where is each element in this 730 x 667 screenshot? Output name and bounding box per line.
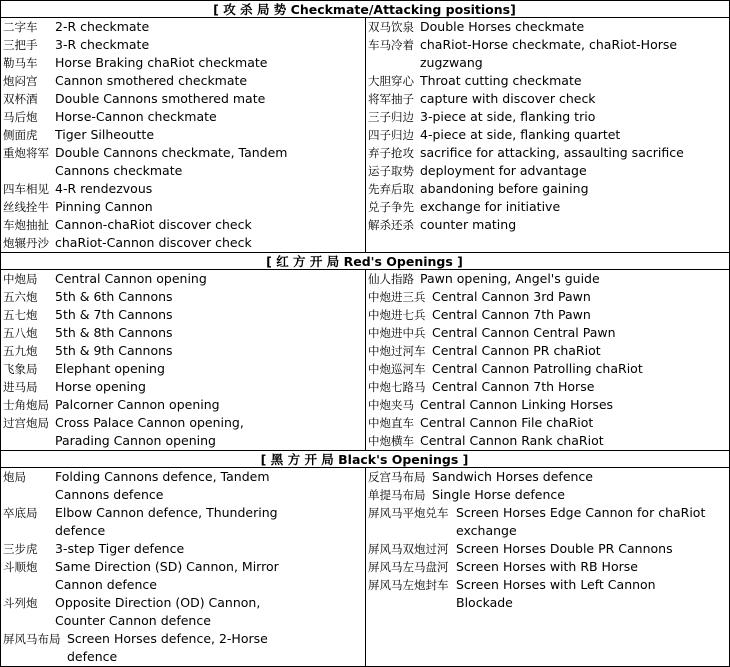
- list-item: [368, 432, 728, 450]
- term-english: Double Cannons smothered mate: [55, 91, 266, 106]
- term-chinese: 中炮进三兵: [368, 290, 426, 304]
- list-item: [368, 198, 728, 216]
- list-item: [368, 180, 728, 198]
- list-item: [3, 540, 363, 558]
- term-english: counter mating: [420, 217, 517, 232]
- term-chinese: 屏风马双炮过河: [368, 542, 449, 556]
- term-chinese: 丝线拴牛: [3, 200, 49, 214]
- list-item: [3, 414, 363, 432]
- term-chinese: 炮闷宫: [3, 74, 38, 88]
- term-chinese: 侧面虎: [3, 128, 38, 142]
- list-item: [3, 234, 363, 252]
- term-chinese: 士角炮局: [3, 398, 49, 412]
- column-divider: [365, 270, 366, 450]
- term-chinese: 勒马车: [3, 56, 38, 70]
- term-english: Central Cannon opening: [55, 271, 207, 286]
- term-english: Central Cannon Linking Horses: [420, 397, 614, 412]
- term-english: Screen Horses Edge Cannon for chaRiot: [456, 505, 706, 520]
- list-item: [368, 540, 728, 558]
- term-english: 4-R rendezvous: [55, 181, 153, 196]
- term-english: Horse Braking chaRiot checkmate: [55, 55, 268, 70]
- term-english: exchange for initiative: [420, 199, 561, 214]
- term-chinese: 中炮局: [3, 272, 38, 286]
- term-chinese: 运子取势: [368, 164, 414, 178]
- list-item: [368, 270, 728, 288]
- term-english: 3-piece at side, flanking trio: [420, 109, 596, 124]
- term-chinese: 中炮横车: [368, 434, 414, 448]
- attacking-header: [ 攻 杀 局 势 Checkmate/Attacking positions]: [213, 2, 516, 17]
- list-item: [368, 72, 728, 90]
- term-english: 3-R checkmate: [55, 37, 150, 52]
- list-item: [368, 504, 728, 522]
- list-item: [3, 378, 363, 396]
- list-item: [3, 108, 363, 126]
- term-english: Opposite Direction (OD) Cannon,: [55, 595, 261, 610]
- term-english: Same Direction (SD) Cannon, Mirror: [55, 559, 279, 574]
- term-english: capture with discover check: [420, 91, 596, 106]
- term-english: exchange: [456, 523, 517, 538]
- term-chinese: 炮辗丹沙: [3, 236, 49, 250]
- list-item: [3, 468, 363, 486]
- term-chinese: 五六炮: [3, 290, 38, 304]
- list-item: [3, 198, 363, 216]
- term-chinese: 三把手: [3, 38, 38, 52]
- term-english: Cannons checkmate: [55, 163, 183, 178]
- term-english: Central Cannon File chaRiot: [420, 415, 594, 430]
- term-chinese: 屏风马左炮封车: [368, 578, 449, 592]
- list-item: [3, 558, 363, 576]
- term-english: 3-step Tiger defence: [55, 541, 185, 556]
- term-english: Screen Horses with Left Cannon: [456, 577, 656, 592]
- term-english: Tiger Silheoutte: [55, 127, 155, 142]
- list-item: [368, 162, 728, 180]
- term-chinese: 马后炮: [3, 110, 38, 124]
- term-chinese: 过宫炮局: [3, 416, 49, 430]
- list-item: [368, 486, 728, 504]
- term-chinese: 双马饮泉: [368, 20, 414, 34]
- term-chinese: 仙人指路: [368, 272, 414, 286]
- term-english: Horse opening: [55, 379, 146, 394]
- list-item: [368, 144, 728, 162]
- term-english: Palcorner Cannon opening: [55, 397, 220, 412]
- term-english: Double Horses checkmate: [420, 19, 585, 34]
- list-item: [3, 288, 363, 306]
- list-item: [3, 486, 363, 504]
- list-item: [3, 396, 363, 414]
- term-chinese: 卒底局: [3, 506, 38, 520]
- term-chinese: 中炮七路马: [368, 380, 426, 394]
- list-item: [368, 288, 728, 306]
- term-english: Central Cannon 7th Horse: [432, 379, 595, 394]
- term-english: Elephant opening: [55, 361, 165, 376]
- list-item: [3, 324, 363, 342]
- term-chinese: 中炮进七兵: [368, 308, 426, 322]
- term-english: Parading Cannon opening: [55, 433, 216, 448]
- list-item: [368, 306, 728, 324]
- term-chinese: 车炮抽扯: [3, 218, 49, 232]
- term-chinese: 屏风马左马盘河: [368, 560, 449, 574]
- term-chinese: 中炮过河车: [368, 344, 426, 358]
- list-item: [3, 180, 363, 198]
- list-item: [3, 18, 363, 36]
- list-item: [368, 216, 728, 234]
- term-english: Screen Horses with RB Horse: [456, 559, 638, 574]
- list-item: [368, 576, 728, 594]
- term-english: Cannons defence: [55, 487, 164, 502]
- list-item: [3, 522, 363, 540]
- term-english: Cannon defence: [55, 577, 157, 592]
- term-chinese: 中炮巡河车: [368, 362, 426, 376]
- term-chinese: 解杀还杀: [368, 218, 414, 232]
- list-item: [368, 558, 728, 576]
- term-english: deployment for advantage: [420, 163, 587, 178]
- list-item: [3, 36, 363, 54]
- list-item: [368, 468, 728, 486]
- term-english: chaRiot-Horse checkmate, chaRiot-Horse: [420, 37, 678, 52]
- term-english: abandoning before gaining: [420, 181, 589, 196]
- list-item: [3, 432, 363, 450]
- term-chinese: 飞象局: [3, 362, 38, 376]
- left-border: [0, 0, 1, 666]
- term-chinese: 五八炮: [3, 326, 38, 340]
- term-chinese: 重炮将军: [3, 146, 49, 160]
- list-item: [3, 504, 363, 522]
- list-item: [3, 162, 363, 180]
- list-item: [368, 126, 728, 144]
- term-chinese: 兑子争先: [368, 200, 414, 214]
- term-chinese: 四子归边: [368, 128, 414, 142]
- term-english: Folding Cannons defence, Tandem: [55, 469, 270, 484]
- term-chinese: 三子归边: [368, 110, 414, 124]
- term-chinese: 屏风马布局: [3, 632, 61, 646]
- list-item: [368, 18, 728, 36]
- term-chinese: 中炮进中兵: [368, 326, 426, 340]
- list-item: [3, 54, 363, 72]
- list-item: [3, 576, 363, 594]
- list-item: [368, 522, 728, 540]
- term-english: Throat cutting checkmate: [420, 73, 582, 88]
- term-english: chaRiot-Cannon discover check: [55, 235, 252, 250]
- list-item: [3, 72, 363, 90]
- term-chinese: 进马局: [3, 380, 38, 394]
- list-item: [368, 360, 728, 378]
- term-chinese: 屏风马平炮兑车: [368, 506, 449, 520]
- term-chinese: 将军抽子: [368, 92, 414, 106]
- term-chinese: 先弃后取: [368, 182, 414, 196]
- list-item: [368, 324, 728, 342]
- term-english: 5th & 6th Cannons: [55, 289, 173, 304]
- term-english: zugzwang: [420, 55, 483, 70]
- term-english: defence: [55, 523, 106, 538]
- term-chinese: 反宫马布局: [368, 470, 426, 484]
- list-item: [3, 648, 363, 666]
- list-item: [368, 36, 728, 54]
- term-chinese: 单提马布局: [368, 488, 426, 502]
- list-item: [368, 54, 728, 72]
- term-chinese: 大胆穿心: [368, 74, 414, 88]
- term-chinese: 五九炮: [3, 344, 38, 358]
- list-item: [3, 144, 363, 162]
- list-item: [3, 216, 363, 234]
- term-english: Cannon smothered checkmate: [55, 73, 248, 88]
- term-english: 2-R checkmate: [55, 19, 150, 34]
- list-item: [3, 306, 363, 324]
- term-english: Cannon-chaRiot discover check: [55, 217, 252, 232]
- list-item: [3, 594, 363, 612]
- list-item: [3, 612, 363, 630]
- term-english: Pawn opening, Angel's guide: [420, 271, 600, 286]
- term-english: Screen Horses defence, 2-Horse: [67, 631, 268, 646]
- black-openings-header: [ 黑 方 开 局 Black's Openings ]: [260, 452, 469, 467]
- term-english: sacrifice for attacking, assaulting sacrifice: [420, 145, 684, 160]
- list-item: [368, 108, 728, 126]
- term-english: Elbow Cannon defence, Thundering: [55, 505, 278, 520]
- list-item: [3, 270, 363, 288]
- term-english: Single Horse defence: [432, 487, 565, 502]
- term-english: Screen Horses Double PR Cannons: [456, 541, 673, 556]
- term-english: Central Cannon PR chaRiot: [432, 343, 601, 358]
- list-item: [368, 342, 728, 360]
- term-english: 5th & 7th Cannons: [55, 307, 173, 322]
- list-item: [3, 360, 363, 378]
- term-english: Central Cannon 7th Pawn: [432, 307, 591, 322]
- term-chinese: 斗顺炮: [3, 560, 38, 574]
- term-english: Central Cannon 3rd Pawn: [432, 289, 591, 304]
- term-english: Sandwich Horses defence: [432, 469, 593, 484]
- red-openings-header: [ 红 方 开 局 Red's Openings ]: [266, 254, 463, 269]
- list-item: [3, 342, 363, 360]
- term-chinese: 三步虎: [3, 542, 38, 556]
- term-english: Double Cannons checkmate, Tandem: [55, 145, 288, 160]
- list-item: [368, 90, 728, 108]
- term-english: 5th & 9th Cannons: [55, 343, 173, 358]
- term-english: defence: [67, 649, 118, 664]
- term-english: 5th & 8th Cannons: [55, 325, 173, 340]
- term-chinese: 五七炮: [3, 308, 38, 322]
- column-divider: [365, 468, 366, 666]
- list-item: [368, 594, 728, 612]
- term-english: 4-piece at side, flanking quartet: [420, 127, 621, 142]
- term-chinese: 四车相见: [3, 182, 49, 196]
- list-item: [3, 90, 363, 108]
- list-item: [368, 414, 728, 432]
- list-item: [3, 630, 363, 648]
- term-english: Horse-Cannon checkmate: [55, 109, 217, 124]
- term-chinese: 中炮直车: [368, 416, 414, 430]
- term-english: Blockade: [456, 595, 513, 610]
- list-item: [368, 396, 728, 414]
- term-english: Pinning Cannon: [55, 199, 153, 214]
- term-chinese: 双杯酒: [3, 92, 38, 106]
- term-chinese: 斗列炮: [3, 596, 38, 610]
- term-english: Central Cannon Central Pawn: [432, 325, 616, 340]
- term-chinese: 弃子抢攻: [368, 146, 414, 160]
- column-divider: [365, 18, 366, 252]
- term-english: Central Cannon Rank chaRiot: [420, 433, 604, 448]
- term-chinese: 二字车: [3, 20, 38, 34]
- term-english: Counter Cannon defence: [55, 613, 211, 628]
- list-item: [3, 126, 363, 144]
- term-chinese: 中炮夹马: [368, 398, 414, 412]
- list-item: [368, 378, 728, 396]
- term-english: Central Cannon Patrolling chaRiot: [432, 361, 643, 376]
- term-english: Cross Palace Cannon opening,: [55, 415, 244, 430]
- term-chinese: 炮局: [3, 470, 26, 484]
- term-chinese: 车马冷着: [368, 38, 414, 52]
